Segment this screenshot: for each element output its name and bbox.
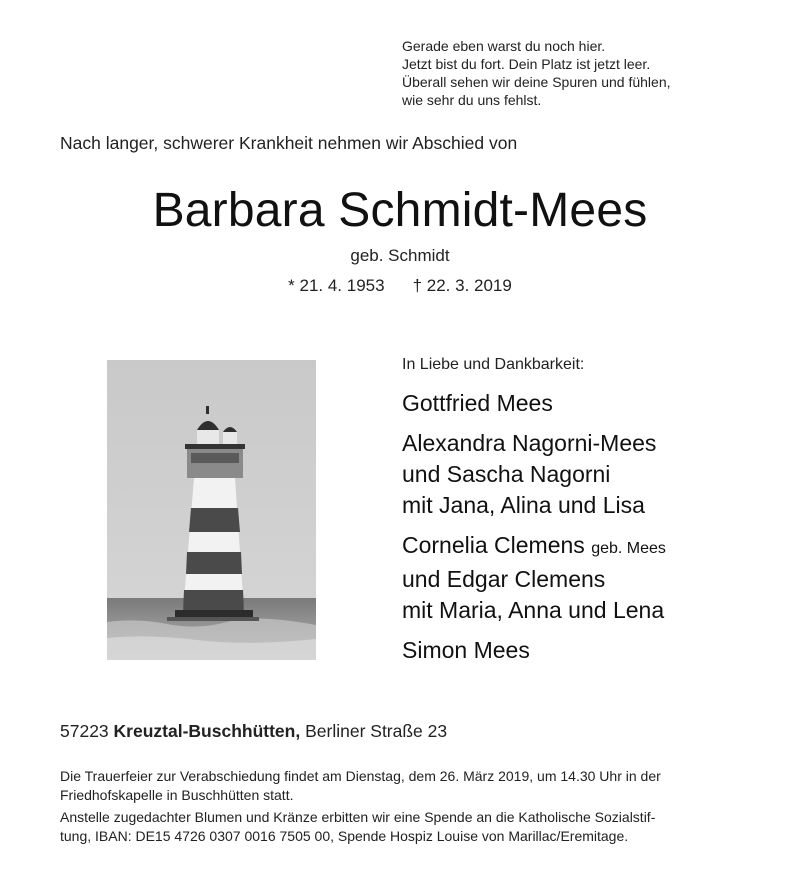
mourner-group [402, 388, 666, 419]
mourner-line: mit Maria, Anna und Lena [402, 597, 665, 623]
address [60, 721, 447, 742]
birth-name: geb. Schmidt [350, 246, 450, 265]
life-dates [0, 276, 800, 296]
poem [402, 37, 671, 109]
mourner-line: und Sascha Nagorni [402, 461, 611, 487]
donation-notice [60, 808, 750, 846]
poem-line: Jetzt bist du fort. Dein Platz ist jetzt leer. [402, 56, 651, 72]
mourner-line: Gottfried Mees [402, 390, 553, 416]
poem-line: Überall sehen wir deine Spuren und fühlen, [402, 74, 671, 90]
mourner-name: Cornelia Clemens [402, 532, 585, 558]
death-date: † 22. 3. 2019 [412, 276, 512, 295]
notice-line: Friedhofskapelle in Buschhütten statt. [60, 787, 294, 803]
intro-text: Nach langer, schwerer Krankheit nehmen wir Abschied von [60, 133, 518, 153]
mourner-group [402, 428, 666, 521]
mourners-list [402, 356, 666, 675]
funeral-notice [60, 767, 750, 805]
notice-line: Anstelle zugedachter Blumen und Kränze erbitten wir eine Spende an die Katholische Sozialstif- [60, 809, 656, 825]
poem-line: wie sehr du uns fehlst. [402, 92, 542, 108]
notice-line: Die Trauerfeier zur Verabschiedung findet am Dienstag, dem 26. März 2019, um 14.30 Uhr in der [60, 768, 661, 784]
mourners-heading: In Liebe und Dankbarkeit: [402, 356, 585, 373]
mourner-group [402, 530, 666, 626]
mourner-line: Alexandra Nagorni-Mees [402, 430, 657, 456]
mourner-line: Simon Mees [402, 637, 530, 663]
mourner-note: geb. Mees [591, 540, 666, 557]
birth-date: * 21. 4. 1953 [288, 276, 385, 295]
mourner-line: mit Jana, Alina und Lisa [402, 492, 645, 518]
lighthouse-photo [107, 360, 316, 660]
deceased-name: Barbara Schmidt-Mees [152, 184, 648, 237]
address-street: Berliner Straße 23 [305, 721, 448, 741]
poem-line: Gerade eben warst du noch hier. [402, 38, 606, 54]
mourner-line [402, 530, 666, 564]
address-zip: 57223 [60, 721, 109, 741]
mourner-line: und Edgar Clemens [402, 566, 606, 592]
address-town: Kreuztal-Buschhütten, [113, 721, 301, 741]
notice-line: tung, IBAN: DE15 4726 0307 0016 7505 00, Spende Hospiz Louise von Marillac/Eremitage. [60, 828, 629, 844]
mourner-group [402, 635, 666, 666]
